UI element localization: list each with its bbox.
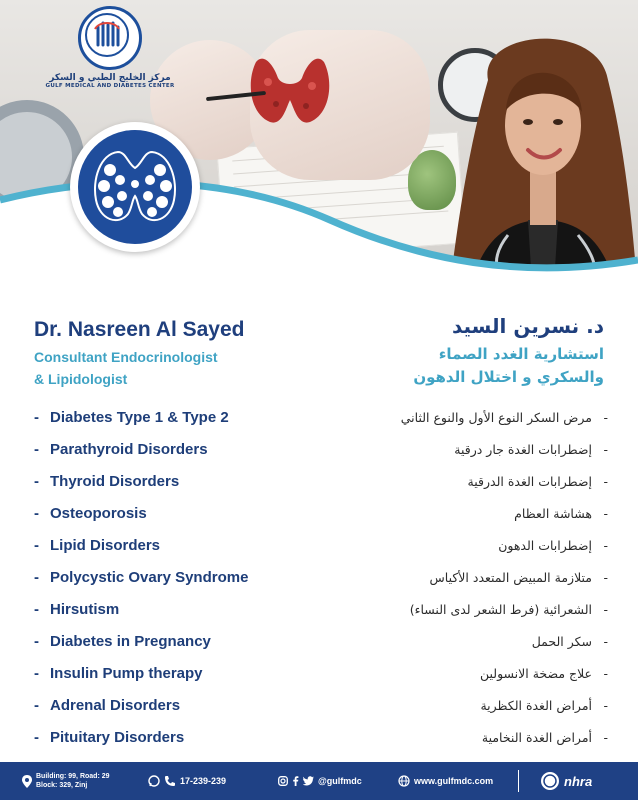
- list-item: -متلازمة المبيض المتعدد الأكياس: [429, 570, 608, 585]
- globe-icon: [398, 775, 410, 787]
- list-item: - Insulin Pump therapy: [34, 665, 203, 682]
- location-pin-icon: [22, 775, 32, 788]
- list-item: -إضطرابات الدهون: [498, 538, 608, 553]
- title-en-line1: Consultant Endocrinologist: [34, 349, 218, 365]
- list-item: - Lipid Disorders: [34, 537, 161, 554]
- list-item: - Parathyroid Disorders: [34, 441, 208, 458]
- footer-bar: [0, 762, 638, 800]
- instagram-icon: [278, 776, 288, 786]
- list-item: - Pituitary Disorders: [34, 729, 185, 746]
- doctor-name-arabic: د. نسرين السيد: [451, 314, 604, 338]
- title-ar-line1: استشارية الغدد الصماء: [438, 345, 604, 363]
- address-line2: Block: 329, Zinj: [36, 782, 88, 789]
- accreditation-text: nhra: [564, 773, 593, 789]
- list-item: -الشعرائية (فرط الشعر لدى النساء): [409, 602, 608, 617]
- footer-address: [22, 762, 110, 800]
- logo-text-arabic: مركز الخليج الطبي و السكر: [49, 73, 171, 83]
- social-handle: @gulfmdc: [318, 776, 362, 786]
- list-item: -إضطرابات الغدة جار درقية: [454, 442, 608, 457]
- phone-icon: [164, 775, 176, 787]
- doctor-title-english: [34, 346, 218, 390]
- list-item: - Diabetes Type 1 & Type 2: [34, 409, 229, 426]
- footer-website[interactable]: [398, 762, 493, 800]
- twitter-icon: [303, 776, 314, 786]
- title-en-line2: & Lipidologist: [34, 371, 128, 387]
- list-item: - Diabetes in Pregnancy: [34, 633, 211, 650]
- list-item: -إضطرابات الغدة الدرقية: [467, 474, 608, 489]
- list-item: -سكر الحمل: [531, 634, 608, 649]
- footer-social[interactable]: [278, 762, 362, 800]
- whatsapp-icon: [148, 775, 160, 787]
- accreditation-seal-icon: [540, 771, 560, 791]
- services-list-english: [34, 402, 324, 754]
- facebook-icon: [292, 776, 299, 786]
- list-item: - Adrenal Disorders: [34, 697, 181, 714]
- list-item: - Thyroid Disorders: [34, 473, 180, 490]
- list-item: - Hirsutism: [34, 601, 120, 618]
- list-item: -هشاشة العظام: [514, 506, 608, 521]
- website-url: www.gulfmdc.com: [414, 776, 494, 786]
- services-list-arabic: [318, 402, 608, 754]
- accreditation-badge: [540, 762, 592, 800]
- doctor-title-arabic: [413, 343, 604, 389]
- title-ar-line2: والسكري و اختلال الدهون: [413, 368, 604, 386]
- logo-text-english: GULF MEDICAL AND DIABETES CENTER: [45, 83, 175, 89]
- footer-phone[interactable]: [148, 762, 226, 800]
- list-item: -مرض السكر النوع الأول والنوع الثاني: [400, 410, 608, 425]
- thyroid-badge: [70, 122, 200, 252]
- list-item: - Polycystic Ovary Syndrome: [34, 569, 249, 586]
- center-logo: [30, 6, 190, 98]
- list-item: - Osteoporosis: [34, 505, 147, 522]
- address-line1: Building: 99, Road: 29: [36, 773, 110, 780]
- logo-emblem-icon: [78, 6, 142, 70]
- list-item: -أمراض الغدة الكظرية: [480, 698, 608, 713]
- list-item: -علاج مضخة الانسولين: [479, 666, 608, 681]
- footer-divider: [518, 770, 519, 792]
- phone-number: 17-239-239: [180, 776, 227, 786]
- doctor-name-english: Dr. Nasreen Al Sayed: [34, 318, 245, 341]
- thyroid-icon: [78, 130, 192, 244]
- list-item: -أمراض الغدة النخامية: [481, 730, 608, 745]
